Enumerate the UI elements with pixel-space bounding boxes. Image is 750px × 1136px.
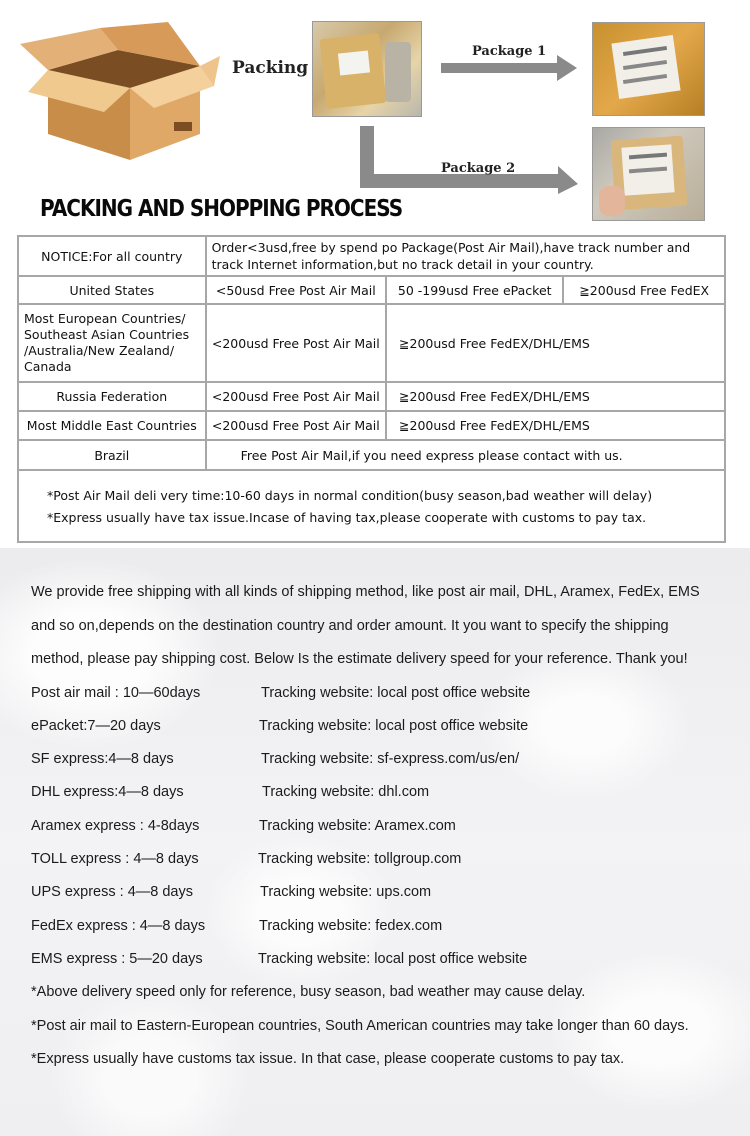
region-cell: United States xyxy=(18,276,206,304)
footnote: *Express usually have customs tax issue. In that case, please cooperate customs to pay tax. xyxy=(31,1051,625,1067)
packing-photo xyxy=(312,21,422,117)
table-row xyxy=(18,276,725,304)
rate-cell: ≧200usd Free FedEX/DHL/EMS xyxy=(386,304,725,382)
table-row xyxy=(18,236,725,276)
carrier-speed: SF express:4—8 days xyxy=(31,751,174,767)
table-row xyxy=(18,304,725,382)
package-2-photo xyxy=(592,127,705,221)
notice-text: Order<3usd,free by spend po Package(Post Air Mail),have track number and track Internet information,but no track detail in your country. xyxy=(206,236,725,276)
region-cell: Brazil xyxy=(18,440,206,470)
carrier-tracking: Tracking website: Aramex.com xyxy=(259,818,456,834)
footnote: *Above delivery speed only for reference, busy season, bad weather may cause delay. xyxy=(31,984,586,1000)
table-row xyxy=(18,411,725,440)
packing-process-section xyxy=(0,0,750,548)
region-cell: Most Middle East Countries xyxy=(18,411,206,440)
intro-line: and so on,depends on the destination country and order amount. It you want to specify the shipping xyxy=(31,618,669,634)
footnote: *Post air mail to Eastern-European countries, South American countries may take longer than 60 days. xyxy=(31,1018,689,1034)
shipping-table xyxy=(17,235,726,543)
region-cell: Most European Countries/ Southeast Asian Countries /Australia/New Zealand/ Canada xyxy=(18,304,206,382)
intro-line: We provide free shipping with all kinds of shipping method, like post air mail, DHL, Aramex, FedEx, EMS xyxy=(31,584,700,600)
notice-label: NOTICE:For all country xyxy=(18,236,206,276)
intro-line: method, please pay shipping cost. Below Is the estimate delivery speed for your reference. Thank you! xyxy=(31,651,688,667)
table-row xyxy=(18,382,725,411)
package-2-label: Package 2 xyxy=(441,161,516,176)
carrier-speed: DHL express:4—8 days xyxy=(31,784,184,800)
carrier-tracking: Tracking website: tollgroup.com xyxy=(258,851,462,867)
rate-cell: ≧200usd Free FedEX/DHL/EMS xyxy=(386,411,725,440)
carrier-speed: EMS express : 5—20 days xyxy=(31,951,203,967)
carrier-tracking: Tracking website: ups.com xyxy=(260,884,432,900)
shipping-info-section xyxy=(0,548,750,1136)
note-line: *Post Air Mail deli very time:10-60 days in normal condition(busy season,bad weather will delay) xyxy=(47,488,653,503)
rate-cell: ≧200usd Free FedEX xyxy=(563,276,725,304)
packing-label: Packing xyxy=(232,58,309,78)
rate-cell: 50 -199usd Free ePacket xyxy=(386,276,563,304)
rate-cell: <200usd Free Post Air Mail xyxy=(206,304,386,382)
carrier-speed: ePacket:7—20 days xyxy=(31,718,161,734)
carrier-tracking: Tracking website: local post office website xyxy=(258,951,528,967)
note-line: *Express usually have tax issue.Incase of having tax,please cooperate with customs to pay tax. xyxy=(47,510,647,525)
carrier-speed: TOLL express : 4—8 days xyxy=(31,851,199,867)
cardboard-box-icon xyxy=(18,22,223,162)
rate-cell: Free Post Air Mail,if you need express please contact with us. xyxy=(206,440,725,470)
table-row xyxy=(18,470,725,542)
rate-cell: ≧200usd Free FedEX/DHL/EMS xyxy=(386,382,725,411)
carrier-speed: FedEx express : 4—8 days xyxy=(31,918,206,934)
carrier-speed: UPS express : 4—8 days xyxy=(31,884,193,900)
table-row xyxy=(18,440,725,470)
package-1-photo xyxy=(592,22,705,116)
carrier-tracking: Tracking website: sf-express.com/us/en/ xyxy=(261,751,520,767)
carrier-tracking: Tracking website: dhl.com xyxy=(262,784,430,800)
carrier-speed: Post air mail : 10—60days xyxy=(31,685,201,701)
rate-cell: <50usd Free Post Air Mail xyxy=(206,276,386,304)
carrier-tracking: Tracking website: fedex.com xyxy=(259,918,443,934)
notes-cell xyxy=(18,470,725,542)
carrier-tracking: Tracking website: local post office website xyxy=(261,685,531,701)
region-cell: Russia Federation xyxy=(18,382,206,411)
rate-cell: <200usd Free Post Air Mail xyxy=(206,411,386,440)
rate-cell: <200usd Free Post Air Mail xyxy=(206,382,386,411)
carrier-speed: Aramex express : 4-8days xyxy=(31,818,200,834)
process-title: PACKING AND SHOPPING PROCESS xyxy=(40,194,403,222)
package-1-label: Package 1 xyxy=(472,44,547,59)
carrier-tracking: Tracking website: local post office website xyxy=(259,718,529,734)
